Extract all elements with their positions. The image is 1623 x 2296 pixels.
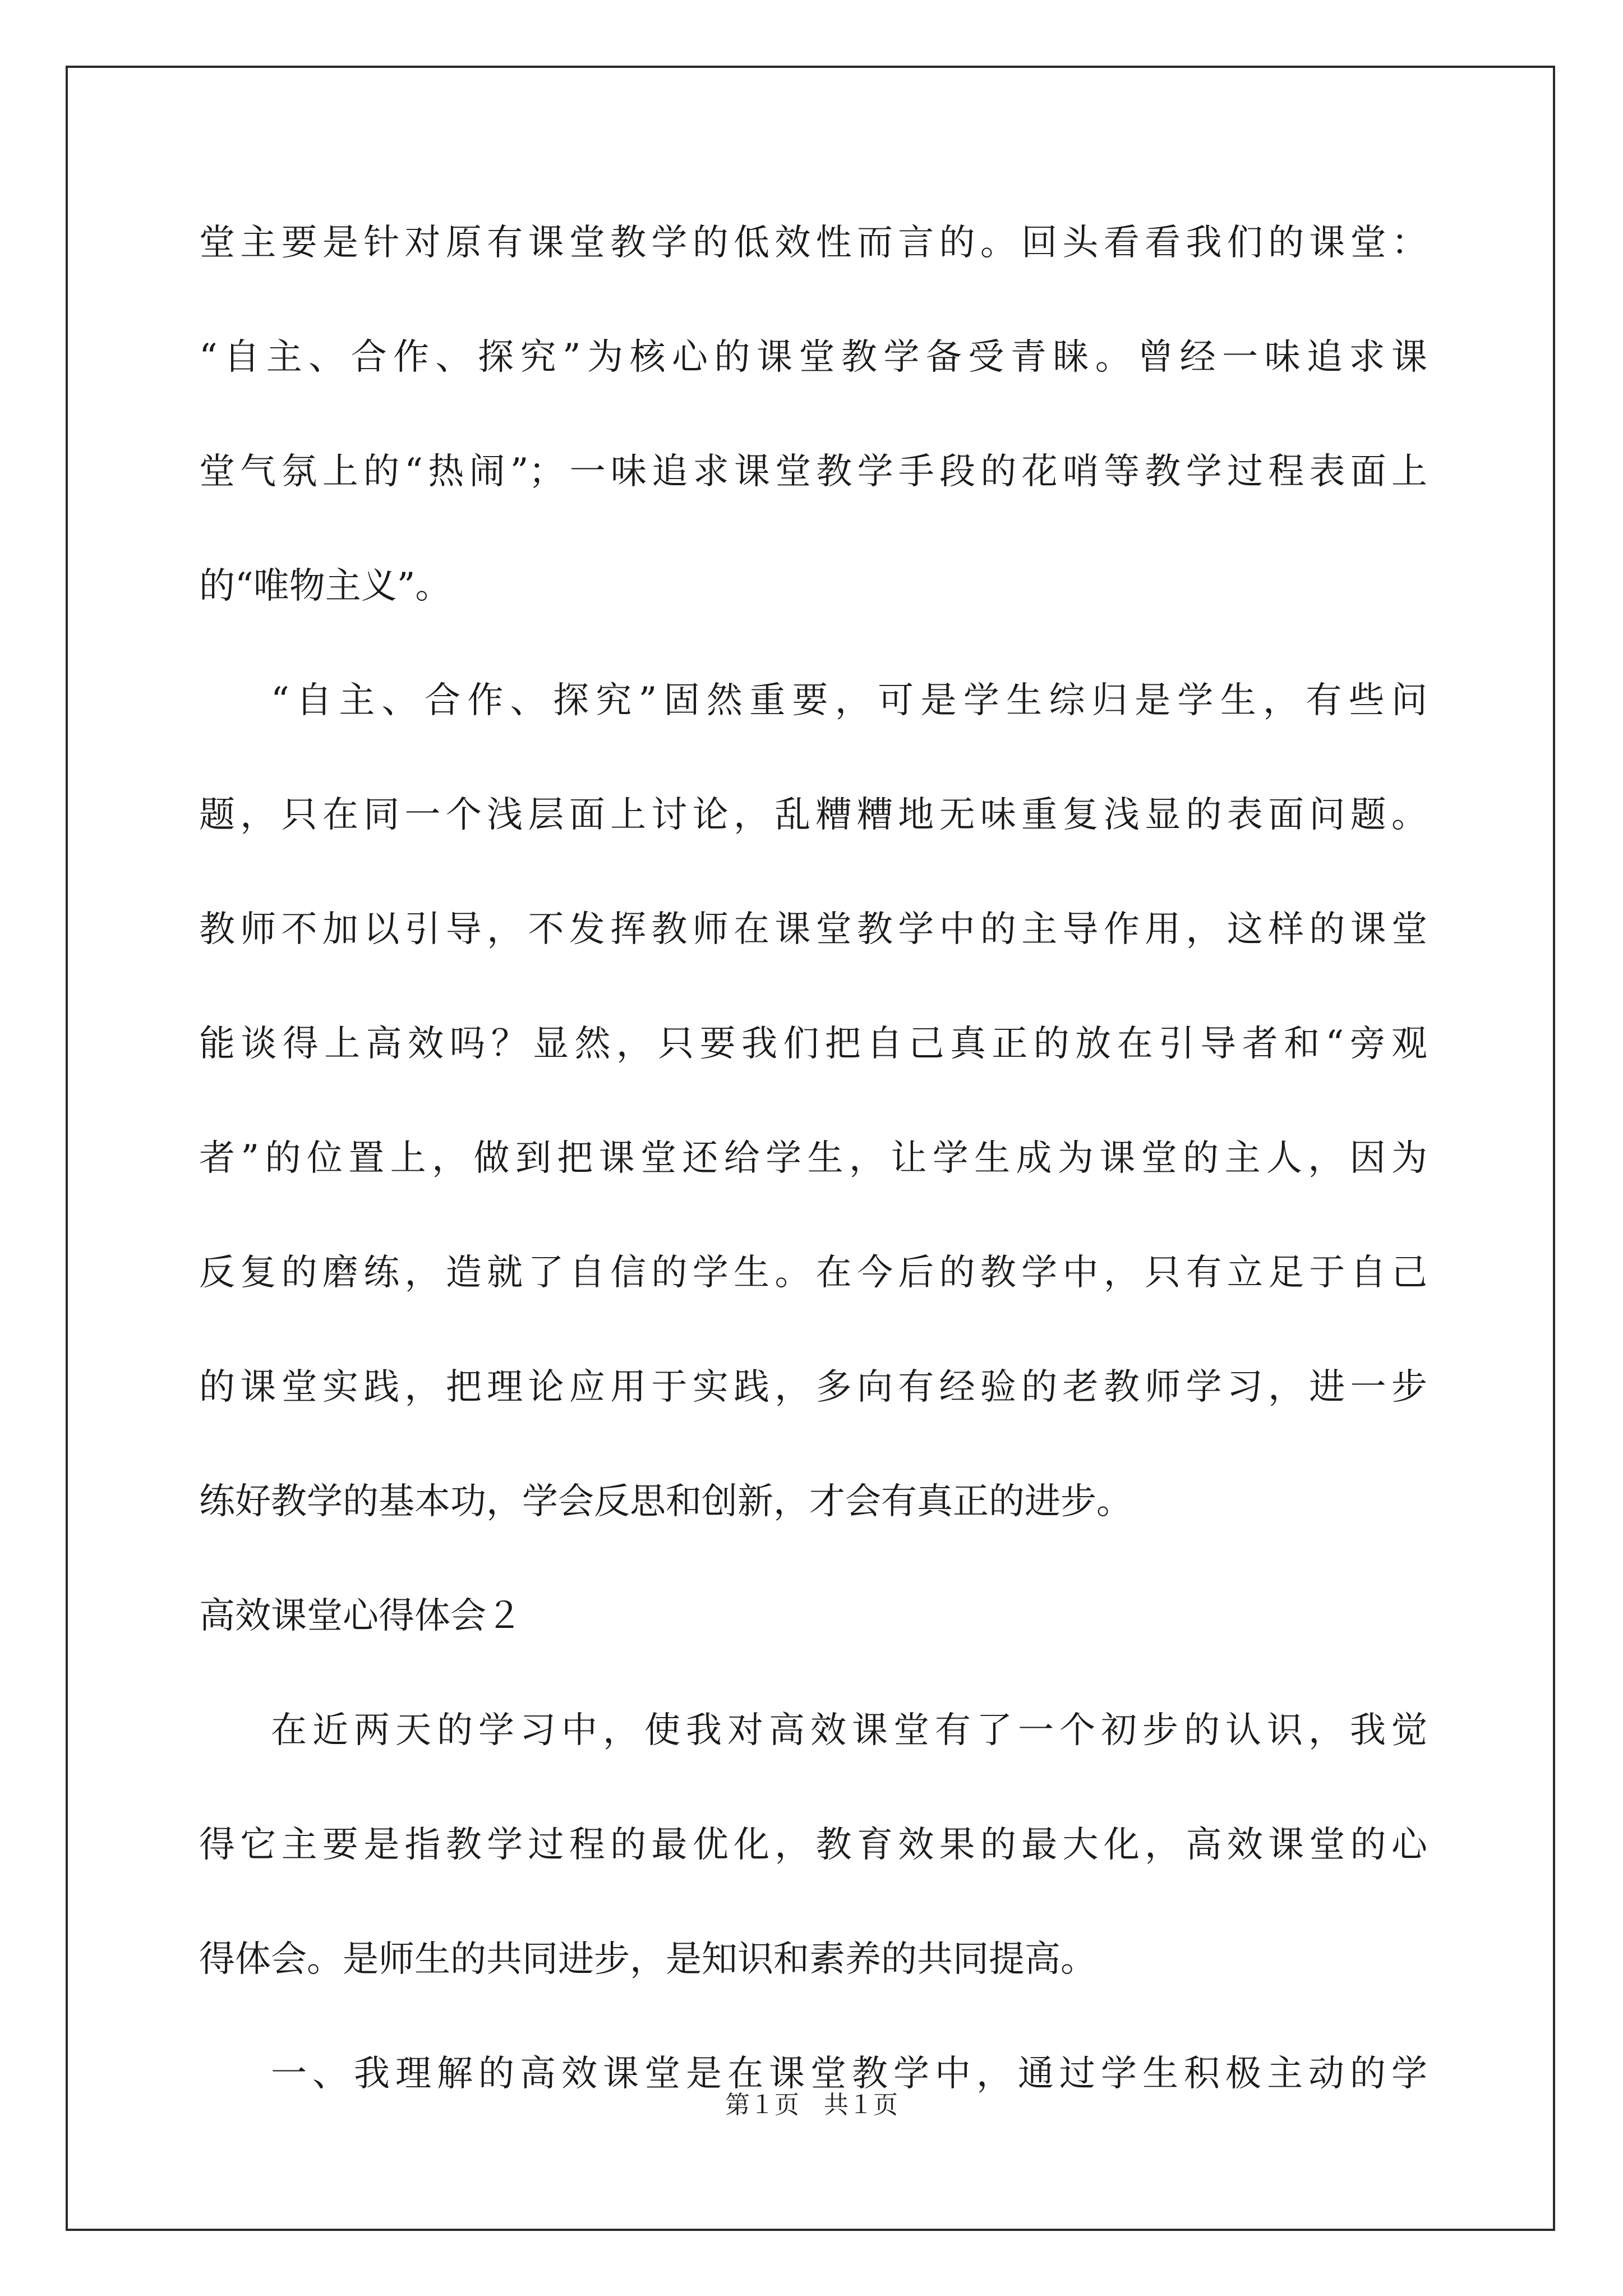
text-line: 能谈得上高效吗？显然，只要我们把自己真正的放在引导者和“旁观 xyxy=(199,1023,1427,1065)
text-line: 在近两天的学习中，使我对高效课堂有了一个初步的认识，我觉 xyxy=(271,1710,1427,1751)
text-line: 题，只在同一个浅层面上讨论，乱糟糟地无味重复浅显的表面问题。 xyxy=(199,794,1427,836)
text-line: “自主、合作、探究”固然重要，可是学生综归是学生，有些问 xyxy=(271,680,1427,721)
text-line: 一、我理解的高效课堂是在课堂教学中，通过学生积极主动的学 xyxy=(271,2053,1427,2095)
text-line: “自主、合作、探究”为核心的课堂教学备受青睐。曾经一味追求课 xyxy=(199,337,1427,378)
text-line: 者”的位置上，做到把课堂还给学生，让学生成为课堂的主人，因为 xyxy=(199,1138,1427,1179)
page-footer: 第１页 共１页 xyxy=(725,2091,898,2119)
text-line: 练好教学的基本功，学会反思和创新，才会有真正的进步。 xyxy=(199,1481,1132,1522)
text-line: 得体会。是师生的共同进步，是知识和素养的共同提高。 xyxy=(199,1939,1096,1980)
text-line: 堂气氛上的“热闹”；一味追求课堂教学手段的花哨等教学过程表面上 xyxy=(199,451,1427,493)
section-heading: 高效课堂心得体会２ xyxy=(199,1595,522,1637)
text-line: 教师不加以引导，不发挥教师在课堂教学中的主导作用，这样的课堂 xyxy=(199,909,1427,950)
text-line: 堂主要是针对原有课堂教学的低效性而言的。回头看看我们的课堂： xyxy=(199,222,1427,264)
text-line: 反复的磨练，造就了自信的学生。在今后的教学中，只有立足于自己 xyxy=(199,1252,1427,1294)
text-line: 的课堂实践，把理论应用于实践，多向有经验的老教师学习，进一步 xyxy=(199,1366,1427,1408)
text-line: 得它主要是指教学过程的最优化，教育效果的最大化，高效课堂的心 xyxy=(199,1824,1427,1866)
text-line: 的“唯物主义”。 xyxy=(199,565,451,607)
